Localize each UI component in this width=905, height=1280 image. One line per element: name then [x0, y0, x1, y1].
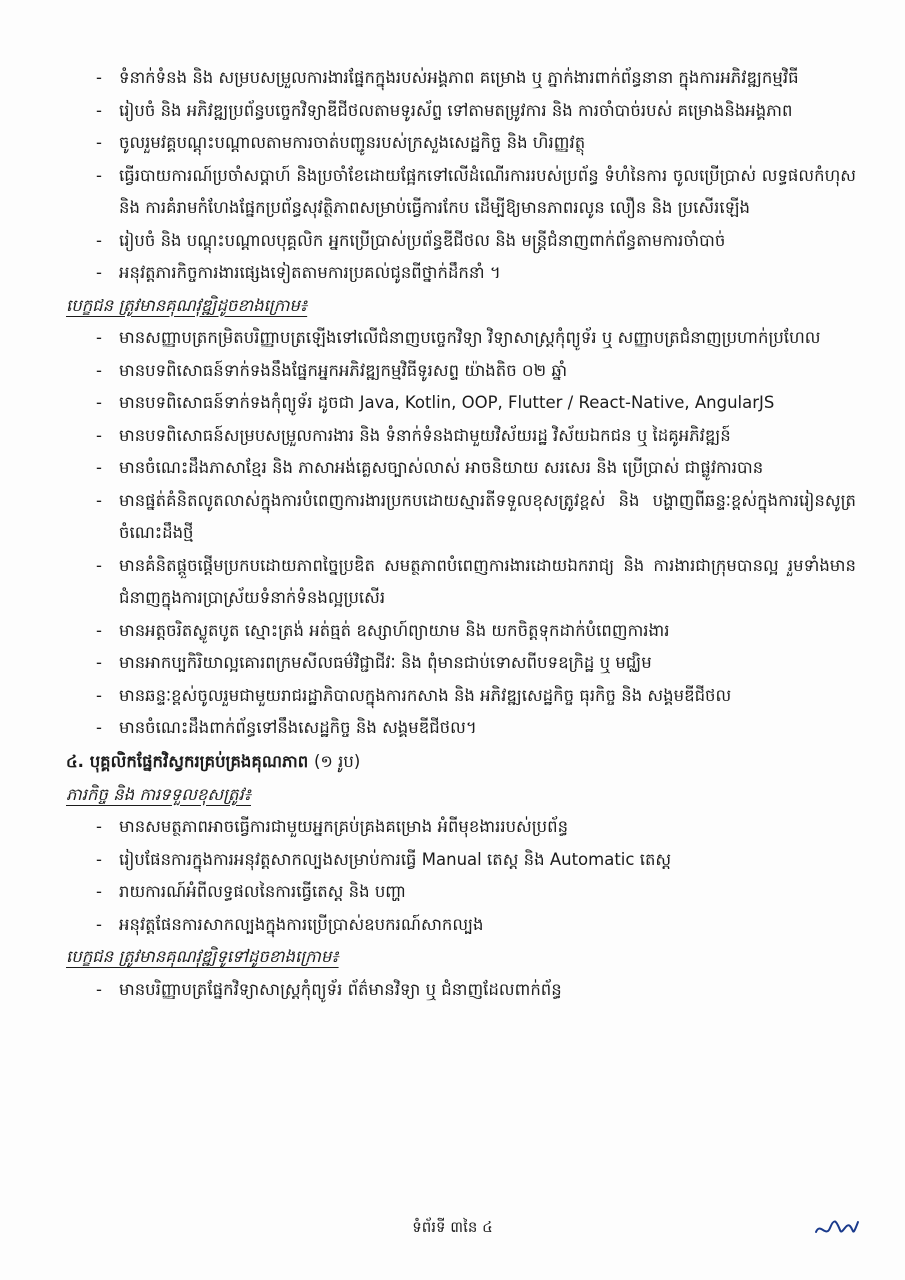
list-item: - មានបទពិសោធន៍ទាក់ទងនឹងផ្នែកអ្នកអភិវឌ្ឍកម្មវិធីទូរសព្ទ យ៉ាងតិច ០២ ឆ្នាំ: [66, 355, 856, 388]
list-item: - មានសមត្ថភាពអាចធ្វើការជាមួយអ្នកគ្រប់គ្រងគម្រោង អំពីមុខងាររបស់ប្រព័ន្ធ: [66, 811, 856, 844]
bullet-dash: -: [96, 653, 102, 672]
qualifications-heading: បេក្ខជន ត្រូវមានគុណវុឌ្ឍិដូចខាងក្រោម៖: [66, 295, 308, 315]
bullet-dash: -: [96, 68, 102, 87]
qualifications-list-2: [66, 974, 856, 1007]
bullet-dash: -: [96, 230, 102, 250]
list-item: - រៀបចំ និង អភិវឌ្ឍប្រព័ន្ធបច្ចេកវិទ្យាឌីជីថលតាមទូរស័ព្ទ ទៅតាមតម្រូវការ និង ការចាំបាច់របស់ គម្រោងនិងអង្គភាព: [66, 95, 856, 128]
bullet-dash: -: [96, 979, 102, 999]
duties-list: [66, 811, 856, 941]
bullet-dash: -: [96, 685, 102, 705]
handwritten-initials: [812, 1214, 862, 1244]
list-item: - មានអត្តចរិតស្លូតបូត ស្មោះត្រង់ អត់ធ្មត់ ឧស្សាហ៍ព្យាយាម និង យកចិត្តទុកដាក់បំពេញការងារ: [66, 615, 856, 648]
bullet-dash: -: [96, 393, 102, 412]
bullet-dash: -: [96, 914, 102, 934]
section-number: ៤.: [66, 751, 84, 771]
section-title: បុគ្គលិកផ្នែកវិស្វករគ្រប់គ្រងគុណភាព: [89, 751, 309, 771]
bullet-dash: -: [96, 817, 102, 836]
bullet-dash: -: [96, 360, 102, 380]
bullet-dash: -: [96, 490, 102, 510]
bullet-dash: -: [96, 133, 102, 152]
list-item: - មានបទពិសោធន៍សម្របសម្រួលការងារ និង ទំនាក់ទំនងជាមួយវិស័យរដ្ឋ វិស័យឯកជន ឬ ដៃគូអភិវឌ្ឍន៍: [66, 420, 856, 453]
list-item: - មានចំណេះដឹងពាក់ព័ន្ធទៅនឹងសេដ្ឋកិច្ច និង សង្គមឌីជីថល។: [66, 712, 856, 745]
bullet-dash: -: [96, 718, 102, 737]
list-item: - មានបទពិសោធន៍ទាក់ទងកុំព្យូទ័រ ដូចជា Java, Kotlin, OOP, Flutter / React-Native, AngularJS: [66, 387, 856, 420]
bullet-dash: -: [96, 882, 102, 901]
list-item: - មានសញ្ញាបត្រកម្រិតបរិញ្ញាបត្រឡើងទៅលើជំនាញបច្ចេកវិទ្យា វិទ្យាសាស្ត្រកុំព្យូទ័រ ឬ សញ្ញាបត្រជំនាញប្រហាក់ប្រហែល: [66, 322, 856, 355]
bullet-dash: -: [96, 328, 102, 347]
list-item: - ចូលរួមវគ្គបណ្តុះបណ្តាលតាមការចាត់បញ្ជូនរបស់ក្រសួងសេដ្ឋកិច្ច និង ហិរញ្ញវត្ថុ: [66, 127, 856, 160]
bullet-dash: -: [96, 165, 102, 185]
section-count: (១ រូប): [313, 751, 361, 771]
list-item: - រៀបចំ និង បណ្តុះបណ្តាលបុគ្គលិក អ្នកប្រើប្រាស់ប្រព័ន្ធឌីជីថល និង មន្ត្រីជំនាញពាក់ព័ន្ធតាមការចាំបាច់: [66, 225, 856, 258]
bullet-dash: -: [96, 620, 102, 640]
bullet-dash: -: [96, 555, 102, 575]
section-heading: [66, 745, 856, 779]
list-item: - រាយការណ៍អំពីលទ្ធផលនៃការធ្វើតេស្ត និង បញ្ហា: [66, 876, 856, 909]
bullet-dash: -: [96, 100, 102, 120]
list-item: - មានបរិញ្ញាបត្រផ្នែកវិទ្យាសាស្ត្រកុំព្យូទ័រ ព័ត៌មានវិទ្យា ឬ ជំនាញដែលពាក់ព័ន្ធ: [66, 974, 856, 1007]
duties-heading: ភារកិច្ច និង ការទទួលខុសត្រូវ៖: [66, 784, 251, 804]
bullet-dash: -: [96, 849, 102, 869]
duties-list-continued: [66, 62, 856, 290]
bullet-dash: -: [96, 263, 102, 282]
list-item: - មានចំណេះដឹងភាសាខ្មែរ និង ភាសាអង់គ្លេសច្បាស់លាស់ អាចនិយាយ សរសេរ និង ប្រើប្រាស់ ជាផ្លូវការបាន: [66, 452, 856, 485]
list-item: - ធ្វើរបាយការណ៍ប្រចាំសប្តាហ៍ និងប្រចាំខែដោយផ្អែកទៅលើដំណើរការរបស់ប្រព័ន្ធ ទំហំនៃការ ចូលប្រើប្រាស់ លទ្ធផលកំហុស និង ការគំរាមកំហែងផ្នែកប្រព័ន្ធសុវត្ថិភាពសម្រាប់ធ្វើការកែប ដើម្បីឱ្យមានភាពរលូន លឿន និង ប្រសើរឡើង: [66, 160, 856, 225]
list-item: - រៀបផែនការក្នុងការអនុវត្តសាកល្បងសម្រាប់ការធ្វើ Manual តេស្ត និង Automatic តេស្ត: [66, 844, 856, 877]
qualifications-heading-2: បេក្ខជន ត្រូវមានគុណវុឌ្ឍិទូទៅដូចខាងក្រោម៖: [66, 947, 339, 966]
list-item: - មានអាកប្បកិរិយាល្អគោរពក្រមសីលធម៌វិជ្ជាជីវៈ និង ពុំមានជាប់ទោសពីបទឧក្រិដ្ឋ ឬ មជ្ឈិម: [66, 647, 856, 680]
qualifications-list: [66, 322, 856, 745]
list-item: - មានគំនិតផ្តួចផ្តើមប្រកបដោយភាពច្នៃប្រឌិត សមត្ថភាពបំពេញការងារដោយឯករាជ្យ និង ការងារជាក្រុមបានល្អ រួមទាំងមានជំនាញក្នុងការប្រាស្រ័យទំនាក់ទំនងល្អប្រសើរ: [66, 550, 856, 615]
page-content: [66, 62, 856, 1006]
bullet-dash: -: [96, 425, 102, 445]
bullet-dash: -: [96, 458, 102, 477]
list-item: - មានឆន្ទៈខ្ពស់ចូលរួមជាមួយរាជរដ្ឋាភិបាលក្នុងការកសាង និង អភិវឌ្ឍសេដ្ឋកិច្ច ធុរកិច្ច និង សង្គមឌីជីថល: [66, 680, 856, 713]
list-item: - អនុវត្តផែនការសាកល្បងក្នុងការប្រើប្រាស់ឧបករណ៍សាកល្បង: [66, 909, 856, 942]
page-number: ទំព័រទី ៣នៃ ៤: [412, 1218, 493, 1236]
list-item: - មានផ្នត់គំនិតលូតលាស់ក្នុងការបំពេញការងារប្រកបដោយស្មារតីទទួលខុសត្រូវខ្ពស់ និង បង្ហាញពីឆន្ទៈខ្ពស់ក្នុងការរៀនសូត្រចំណេះដឹងថ្មី: [66, 485, 856, 550]
list-item: - អនុវត្តភារកិច្ចការងារផ្សេងទៀតតាមការប្រគល់ជូនពីថ្នាក់ដឹកនាំ ។: [66, 257, 856, 290]
list-item: - ទំនាក់ទំនង និង សម្របសម្រួលការងារផ្នែកក្នុងរបស់អង្គភាព គម្រោង ឬ ភ្នាក់ងារពាក់ព័ន្ធនានា ក្នុងការអភិវឌ្ឍកម្មវិធី: [66, 62, 856, 95]
